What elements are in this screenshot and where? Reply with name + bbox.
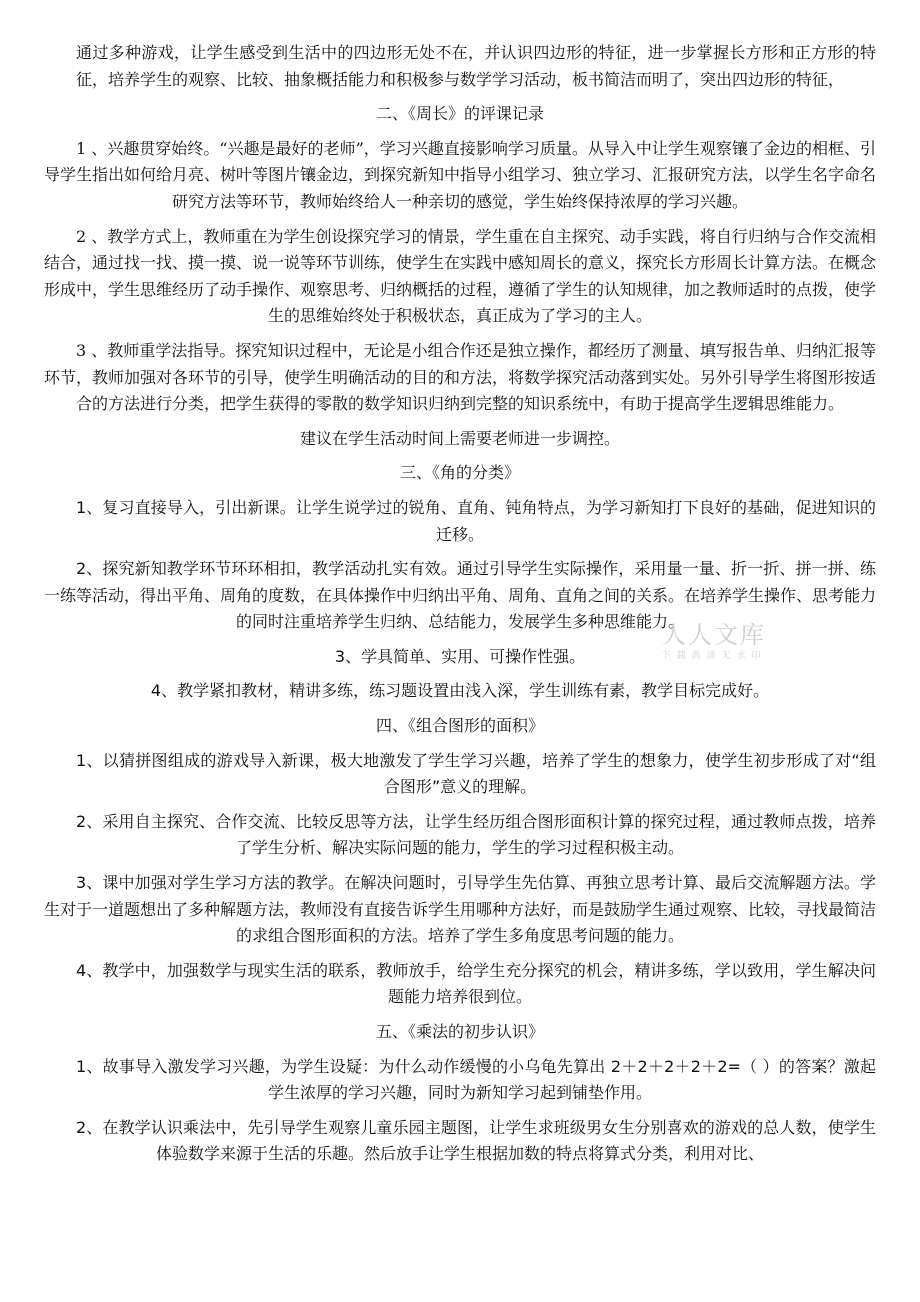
angles-point-4: 4、教学紧扣教材，精讲多练，练习题设置由浅入深，学生训练有素，教学目标完成好。	[150, 681, 770, 701]
section-heading-composite-area: 四、《组合图形的面积》	[375, 716, 544, 736]
perimeter-point-1: 1 、兴趣贯穿始终。“兴趣是最好的老师”，学习兴趣直接影响学习质量。从导入中让学生观察镶了金边的相框、引导学生指出如何给月亮、树叶等图片镶金边，到探究新知中指导小组学习、独立学习、汇报研究方法，以学生名字命名研究方法等环节，教师始终给人一种亲切的感觉，学生始终保持浓厚的学习兴趣。	[44, 138, 877, 211]
composite-point-1: 1、以猜拼图组成的游戏导入新课，极大地激发了学生学习兴趣，培养了学生的想象力，使学生初步形成了对“组合图形”意义的理解。	[76, 750, 876, 797]
perimeter-point-3: 3 、教师重学法指导。探究知识过程中，无论是小组合作还是独立操作，都经历了测量、填写报告单、归纳汇报等环节，教师加强对各环节的引导，使学生明确活动的目的和方法，将数学探究活动落到实处。另外引导学生将图形按适合的方法进行分类，把学生获得的零散的数学知识归纳到完整的知识系统中，有助于提高学生逻辑思维能力。	[44, 340, 877, 414]
composite-point-2: 2、采用自主探究、合作交流、比较反思等方法，让学生经历组合图形面积计算的探究过程，通过教师点拨，培养了学生分析、解决实际问题的能力，学生的学习过程积极主动。	[76, 811, 876, 858]
angles-point-1: 1、复习直接导入，引出新课。让学生说学过的锐角、直角、钝角特点，为学习新知打下良好的基础，促进知识的迁移。	[76, 497, 876, 544]
section-heading-multiplication: 五、《乘法的初步认识》	[375, 1022, 544, 1041]
perimeter-suggestion: 建议在学生活动时间上需要老师进一步调控。	[299, 428, 620, 448]
perimeter-point-2: 2 、教学方式上，教师重在为学生创设探究学习的情景，学生重在自主探究、动手实践，将自行归纳与合作交流相结合，通过找一找、摸一摸、说一说等环节训练，使学生在实践中感知周长的意义，探究长方形周长计算方法。在概念形成中，学生思维经历了动手操作、观察思考、归纳概括的过程，遵循了学生的认知规律，加之教师适时的点拨，使学生的思维始终处于积极状态，真正成为了学习的主人。	[44, 226, 877, 326]
watermark-main-text: 人人文库	[662, 621, 766, 649]
multiplication-point-1: 1、故事导入激发学习兴趣，为学生设疑：为什么动作缓慢的小乌龟先算出 2＋2＋2＋2＋2=（ ）的答案？激起学生浓厚的学习兴趣，同时为新知学习起到铺垫作用。	[76, 1056, 876, 1103]
watermark-sub-text: 下载高清无水印	[661, 651, 767, 661]
angles-point-3: 3、学具简单、实用、可操作性强。	[334, 646, 586, 666]
angles-point-2: 2、探究新知教学环节环环相扣，教学活动扎实有效。通过引导学生实际操作，采用量一量、折一折、拼一拼、练一练等活动，得出平角、周角的度数，在具体操作中归纳出平角、周角、直角之间的关系。在培养学生操作、思考能力的同时注重培养学生归纳、总结能力，发展学生多种思维能力。	[44, 559, 877, 632]
intro-paragraph: 通过多种游戏，让学生感受到生活中的四边形无处不在，并认识四边形的特征，进一步掌握长方形和正方形的特征，培养学生的观察、比较、抽象概括能力和积极参与数学学习活动，板书简洁而明了，突出四边形的特征，	[75, 43, 876, 89]
section-heading-perimeter: 二、《周长》的评课记录	[375, 104, 544, 124]
multiplication-point-2: 2、在教学认识乘法中，先引导学生观察儿童乐园主题图，让学生求班级男女生分别喜欢的游戏的总人数，使学生体验数学来源于生活的乐趣。然后放手让学生根据加数的特点将算式分类，利用对比、	[76, 1117, 876, 1164]
composite-point-3: 3、课中加强对学生学习方法的教学。在解决问题时，引导学生先估算、再独立思考计算、最后交流解题方法。学生对于一道题想出了多种解题方法，教师没有直接告诉学生用哪种方法好，而是鼓励学生通过观察、比较，寻找最简洁的求组合图形面积的方法。培养了学生多角度思考问题的能力。	[44, 873, 877, 946]
composite-point-4: 4、教学中，加强数学与现实生活的联系，教师放手，给学生充分探究的机会，精讲多练，学以致用，学生解决问题能力培养很到位。	[76, 960, 876, 1007]
document-page	[44, 40, 876, 1176]
section-heading-angles: 三、《角的分类》	[399, 463, 520, 483]
